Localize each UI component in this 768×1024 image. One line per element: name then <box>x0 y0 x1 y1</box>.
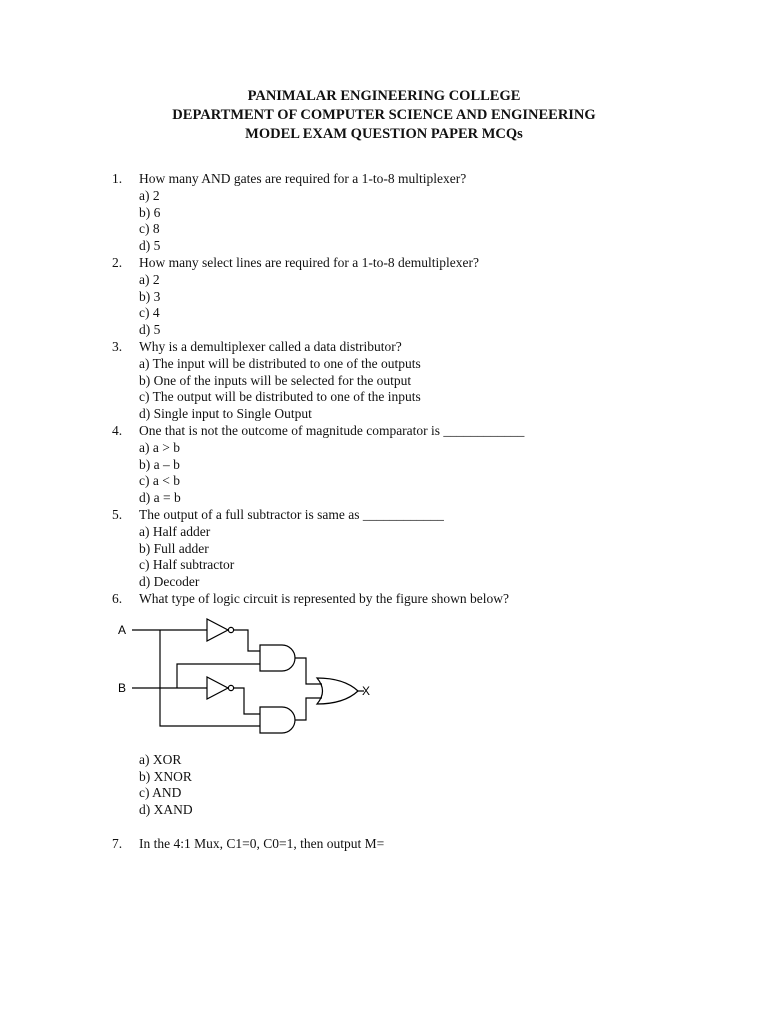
option: b) 6 <box>139 204 161 220</box>
paper-title: MODEL EXAM QUESTION PAPER MCQs <box>245 126 523 142</box>
paper-header <box>0 87 768 144</box>
question-4 <box>112 423 712 507</box>
option: c) AND <box>139 785 182 801</box>
figure-label-x: X <box>361 683 370 698</box>
option: c) The output will be distributed to one of the inputs <box>139 389 421 405</box>
question-number: 2. <box>112 254 123 270</box>
logic-circuit-figure <box>112 616 372 746</box>
option: c) Half subtractor <box>139 557 235 573</box>
option: d) a = b <box>139 490 181 506</box>
option: b) a – b <box>139 456 180 472</box>
question-text: Why is a demultiplexer called a data distributor? <box>139 338 402 354</box>
question-text: How many AND gates are required for a 1-to-8 multiplexer? <box>139 171 467 186</box>
college-name: PANIMALAR ENGINEERING COLLEGE <box>247 88 521 104</box>
question-text: In the 4:1 Mux, C1=0, C0=1, then output M= <box>139 835 385 851</box>
option: d) 5 <box>139 238 161 254</box>
question-7 <box>112 836 712 853</box>
question-3 <box>112 339 712 423</box>
option: a) a > b <box>139 439 180 455</box>
option: a) 2 <box>139 271 160 287</box>
option: a) The input will be distributed to one of the outputs <box>139 355 421 371</box>
option: d) Decoder <box>139 574 200 590</box>
option: c) 4 <box>139 305 160 321</box>
option: a) 2 <box>139 187 160 203</box>
question-number: 6. <box>112 590 123 606</box>
question-text: The output of a full subtractor is same as ____________ <box>139 506 444 522</box>
option: b) 3 <box>139 288 161 304</box>
question-number: 4. <box>112 422 123 438</box>
question-2 <box>112 255 712 339</box>
option: c) a < b <box>139 473 180 489</box>
option: c) 8 <box>139 221 160 237</box>
question-list <box>112 171 712 853</box>
question-number: 3. <box>112 338 123 354</box>
question-number: 7. <box>112 835 123 851</box>
question-text: What type of logic circuit is represented by the figure shown below? <box>139 590 510 606</box>
spacer <box>112 819 712 836</box>
option: d) XAND <box>139 802 193 818</box>
question-1 <box>112 171 712 255</box>
option: b) Full adder <box>139 540 209 556</box>
option: d) 5 <box>139 322 161 338</box>
question-6 <box>112 591 712 819</box>
option: d) Single input to Single Output <box>139 406 312 422</box>
question-text: How many select lines are required for a 1-to-8 demultiplexer? <box>139 254 479 270</box>
question-number: 5. <box>112 506 123 522</box>
question-number: 1. <box>112 171 123 186</box>
option: a) Half adder <box>139 523 211 539</box>
department-name: DEPARTMENT OF COMPUTER SCIENCE AND ENGINEERING <box>172 107 596 123</box>
figure-label-a: A <box>118 622 127 637</box>
question-5 <box>112 507 712 591</box>
figure-label-b: B <box>118 680 127 695</box>
option: b) One of the inputs will be selected for the output <box>139 372 412 388</box>
option: a) XOR <box>139 751 182 767</box>
option: b) XNOR <box>139 768 192 784</box>
question-text: One that is not the outcome of magnitude comparator is ____________ <box>139 422 525 438</box>
